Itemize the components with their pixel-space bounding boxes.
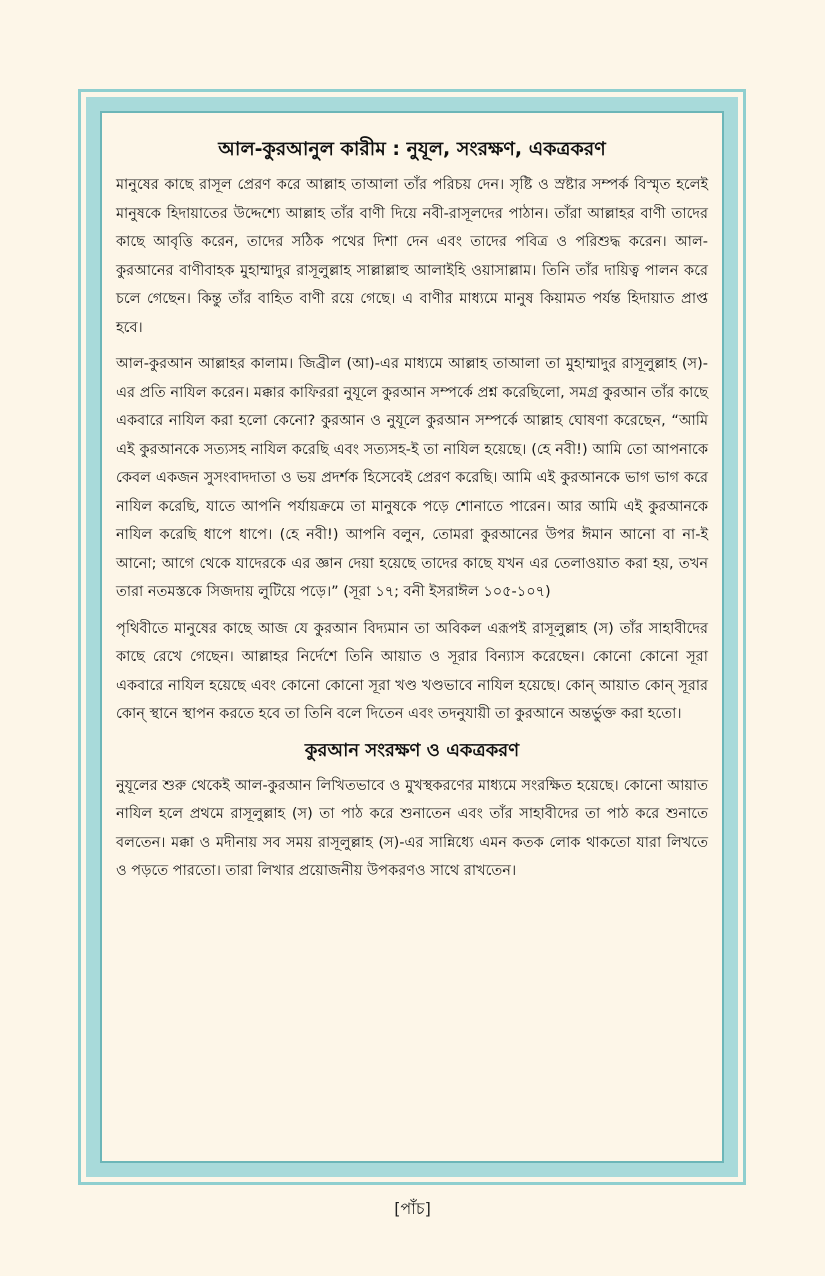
paragraph-revelation: আল-কুরআন আল্লাহর কালাম। জিব্রীল (আ)-এর মাধ্যমে আল্লাহ তাআলা তা মুহাম্মাদুর রাসূলুল্লাহ (স)-এর প্রতি নাযিল করেন। মক্কার কাফিররা নুযূলে কুরআন সম্পর্কে প্রশ্ন করেছিলো, সমগ্র কুরআন তাঁর কাছে একবারে নাযিল করা হলো কেনো? কুরআন ও নুযূলে কুরআন সম্পর্কে আল্লাহ ঘোষণা করেছেন, “আমি এই কুরআনকে সত্যসহ নাযিল করেছি এবং সত্যসহ-ই তা নাযিল হয়েছে। (হে নবী!) আমি তো আপনাকে কেবল একজন সুসংবাদদাতা ও ভয় প্রদর্শক হিসেবেই প্রেরণ করেছি। আমি এই কুরআনকে ভাগ ভাগ করে নাযিল করেছি, যাতে আপনি পর্যায়ক্রমে তা মানুষকে পড়ে শোনাতে পারেন। আর আমি এই কুরআনকে নাযিল করেছি ধাপে ধাপে। (হে নবী!) আপনি বলুন, তোমরা কুরআনের উপর ঈমান আনো বা না-ই আনো; আগে থেকে যাদেরকে এর জ্ঞান দেয়া হয়েছে তাদের কাছে যখন এর তেলাওয়াত করা হয়, তখন তারা নতমস্তকে সিজদায় লুটিয়ে পড়ে।” (সূরা ১৭; বনী ইসরাঈল ১০৫-১০৭) [116, 356, 708, 600]
page-frame [78, 89, 746, 1185]
frame-border-band [86, 97, 738, 1177]
section-heading: কুরআন সংরক্ষণ ও একত্রকরণ [304, 739, 520, 761]
paragraph-intro: মানুষের কাছে রাসূল প্রেরণ করে আল্লাহ তাআলা তাঁর পরিচয় দেন। সৃষ্টি ও স্রষ্টার সম্পর্ক বিস্মৃত হলেই মানুষকে হিদায়াতের উদ্দেশ্যে আল্লাহ তাঁর বাণী দিয়ে নবী-রাসূলদের পাঠান। তাঁরা আল্লাহর বাণী তাদের কাছে আবৃত্তি করেন, তাদের সঠিক পথের দিশা দেন এবং তাদের পবিত্র ও পরিশুদ্ধ করেন। আল-কুরআনের বাণীবাহক মুহাম্মাদুর রাসূলুল্লাহ সাল্লাল্লাহু আলাইহি ওয়াসাল্লাম। তিনি তাঁর দায়িত্ব পালন করে চলে গেছেন। কিন্তু তাঁর বাহিত বাণী রয়ে গেছে। এ বাণীর মাধ্যমে মানুষ কিয়ামত পর্যন্ত হিদায়াত প্রাপ্ত হবে। [116, 177, 708, 336]
paragraph-arrangement: পৃথিবীতে মানুষের কাছে আজ যে কুরআন বিদ্যমান তা অবিকল এরূপই রাসূলুল্লাহ (স) তাঁর সাহাবীদের কাছে রেখে গেছেন। আল্লাহর নির্দেশে তিনি আয়াত ও সূরার বিন্যাস করেছেন। কোনো কোনো সূরা একবারে নাযিল হয়েছে এবং কোনো কোনো সূরা খণ্ড খণ্ডভাবে নাযিল হয়েছে। কোন্ আয়াত কোন্ সূরার কোন্ স্থানে স্থাপন করতে হবে তা তিনি বলে দিতেন এবং তদনুযায়ী তা কুরআনে অন্তর্ভুক্ত করা হতো। [116, 620, 708, 722]
content-box [100, 111, 724, 1163]
article-title: আল-কুরআনুল কারীম : নুযূল, সংরক্ষণ, একত্রকরণ [218, 138, 606, 160]
page-number: [পাঁচ] [394, 1199, 431, 1218]
paragraph-preservation: নুযূলের শুরু থেকেই আল-কুরআন লিখিতভাবে ও মুখস্থকরণের মাধ্যমে সংরক্ষিত হয়েছে। কোনো আয়াত নাযিল হলে প্রথমে রাসূলুল্লাহ (স) তা পাঠ করে শুনাতেন এবং তাঁর সাহাবীদের তা পাঠ করে শুনাতে বলতেন। মক্কা ও মদীনায় সব সময় রাসূলুল্লাহ (স)-এর সান্নিধ্যে এমন কতক লোক থাকতো যারা লিখতে ও পড়তে পারতো। তারা লিখার প্রয়োজনীয় উপকরণও সাথে রাখতেন। [116, 777, 708, 879]
